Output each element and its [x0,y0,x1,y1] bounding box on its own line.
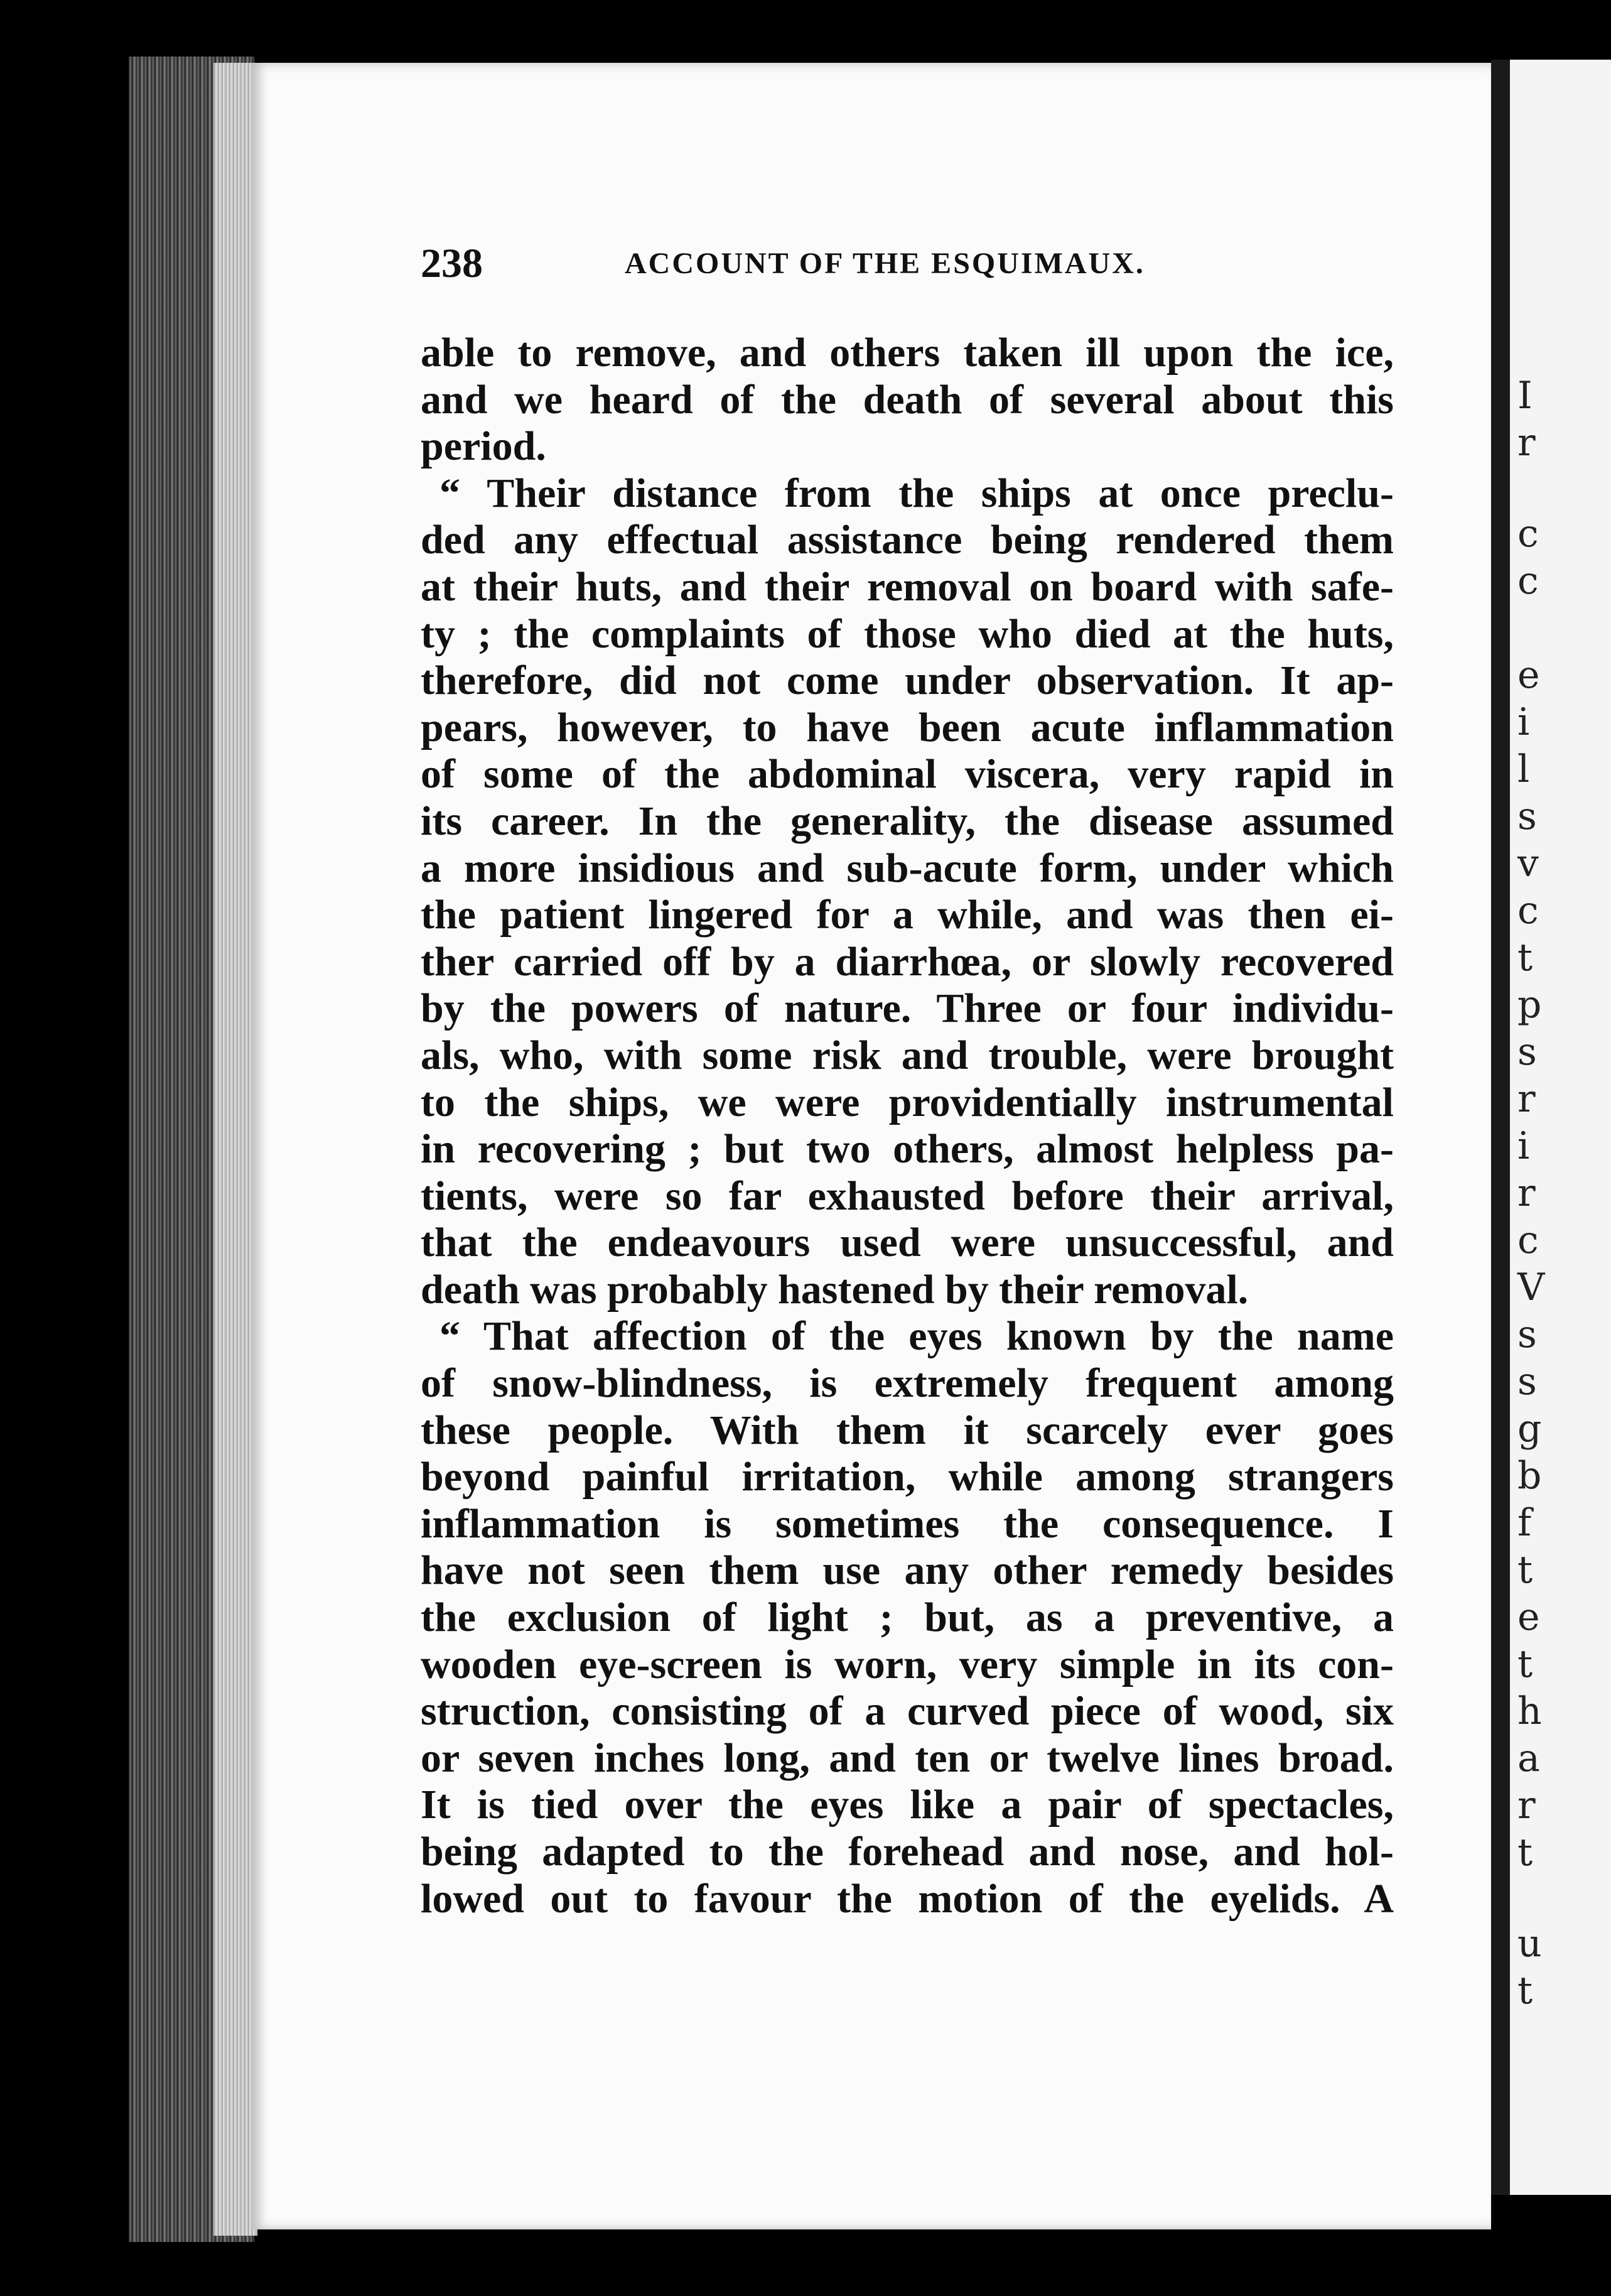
text-line: struction, consisting of a curved piece of wood, six [421,1688,1394,1735]
facing-page-glyph: p [1517,983,1542,1027]
text-line: lowed out to favour the motion of the eyelids. A [421,1875,1394,1922]
facing-page-glyph: c [1517,559,1539,603]
facing-page-glyph: s [1517,1313,1537,1356]
facing-page-glyph: r [1517,1784,1536,1828]
facing-page-glyph: c [1517,1218,1539,1262]
facing-page-glyph: t [1517,1969,1533,2013]
text-line: tients, were so far exhausted before their arrival, [421,1172,1394,1219]
text-line: of snow-blindness, is extremely frequent among [421,1360,1394,1407]
running-head [421,240,1199,290]
text-line: inflammation is sometimes the consequence. I [421,1500,1394,1547]
text-line: ded any effectual assistance being rendered them [421,517,1394,563]
facing-page-glyph: t [1517,1642,1533,1686]
facing-page-glyph: i [1517,1124,1530,1168]
text-line: ty ; the complaints of those who died at the huts, [421,610,1394,657]
text-line: death was probably hastened by their removal. [421,1266,1249,1313]
facing-page-glyph: g [1517,1407,1542,1451]
facing-page-glyph: s [1517,1030,1537,1074]
facing-page-glyph: t [1517,1548,1533,1592]
text-line: therefore, did not come under observation. It ap- [421,658,1394,704]
text-line: beyond painful irritation, while among strangers [421,1454,1394,1500]
facing-page-glyph: f [1517,1501,1532,1545]
facing-page-glyph: V [1517,1265,1545,1309]
facing-page-glyph: h [1517,1689,1542,1733]
facing-page-glyph: c [1517,889,1539,933]
facing-page-glyph: s [1517,794,1537,838]
text-line: in recovering ; but two others, almost helpless pa- [421,1126,1394,1172]
text-line: “ Their distance from the ships at once preclu- [439,470,1394,516]
text-line: a more insidious and sub-acute form, under which [421,845,1394,891]
page-number: 238 [421,241,483,286]
facing-page-glyph: r [1517,1077,1536,1121]
text-line: “ That affection of the eyes known by the name [439,1313,1394,1360]
facing-page-glyph: t [1517,1831,1533,1875]
facing-page-glyph: e [1517,1595,1540,1639]
text-line: als, who, with some risk and trouble, were brought [421,1032,1394,1078]
facing-page-glyph: r [1517,421,1536,465]
text-line: its career. In the generality, the disease assumed [421,798,1394,844]
facing-page-glyph: v [1517,842,1539,885]
gutter-shadow [1491,60,1510,2195]
text-line: the exclusion of light ; but, as a preventive, a [421,1595,1394,1641]
facing-page-glyph: r [1517,1171,1536,1215]
text-line: It is tied over the eyes like a pair of spectacles, [421,1782,1394,1828]
facing-page-fragment [1510,60,1611,2195]
text-line: at their huts, and their removal on board with safe- [421,563,1394,610]
text-line: or seven inches long, and ten or twelve lines broad. [421,1735,1394,1781]
facing-page-glyph: b [1517,1454,1542,1498]
text-line: ther carried off by a diarrhœa, or slowly recovered [421,938,1394,985]
facing-page-glyph: i [1517,700,1530,744]
text-line: the patient lingered for a while, and was then ei- [421,892,1394,938]
facing-page-glyph: u [1517,1922,1542,1966]
running-title: ACCOUNT OF THE ESQUIMAUX. [625,247,1145,280]
text-line: these people. With them it scarcely ever goes [421,1407,1394,1453]
facing-page-glyph: I [1517,374,1533,418]
text-line: to the ships, we were providentially instrumental [421,1079,1394,1125]
facing-page-glyph: a [1517,1736,1540,1780]
text-line: wooden eye-screen is worn, very simple in its con- [421,1641,1394,1687]
text-line: being adapted to the forehead and nose, and hol- [421,1829,1394,1875]
text-line: pears, however, to have been acute inflammation [421,704,1394,750]
facing-page-glyph: t [1517,936,1533,980]
text-line: that the endeavours used were unsuccessful, and [421,1220,1394,1266]
text-line: period. [421,423,546,470]
facing-page-glyph: c [1517,512,1539,556]
text-line: and we heard of the death of several about this [421,376,1394,423]
facing-page-glyph: e [1517,653,1540,697]
text-line: of some of the abdominal viscera, very rapid in [421,751,1394,798]
body-text [421,330,1394,1922]
text-line: able to remove, and others taken ill upon the ice, [421,330,1394,376]
text-line: have not seen them use any other remedy besides [421,1547,1394,1594]
facing-page-glyph: l [1517,747,1530,791]
facing-page-glyph: s [1517,1360,1537,1404]
text-line: by the powers of nature. Three or four individu- [421,985,1394,1032]
